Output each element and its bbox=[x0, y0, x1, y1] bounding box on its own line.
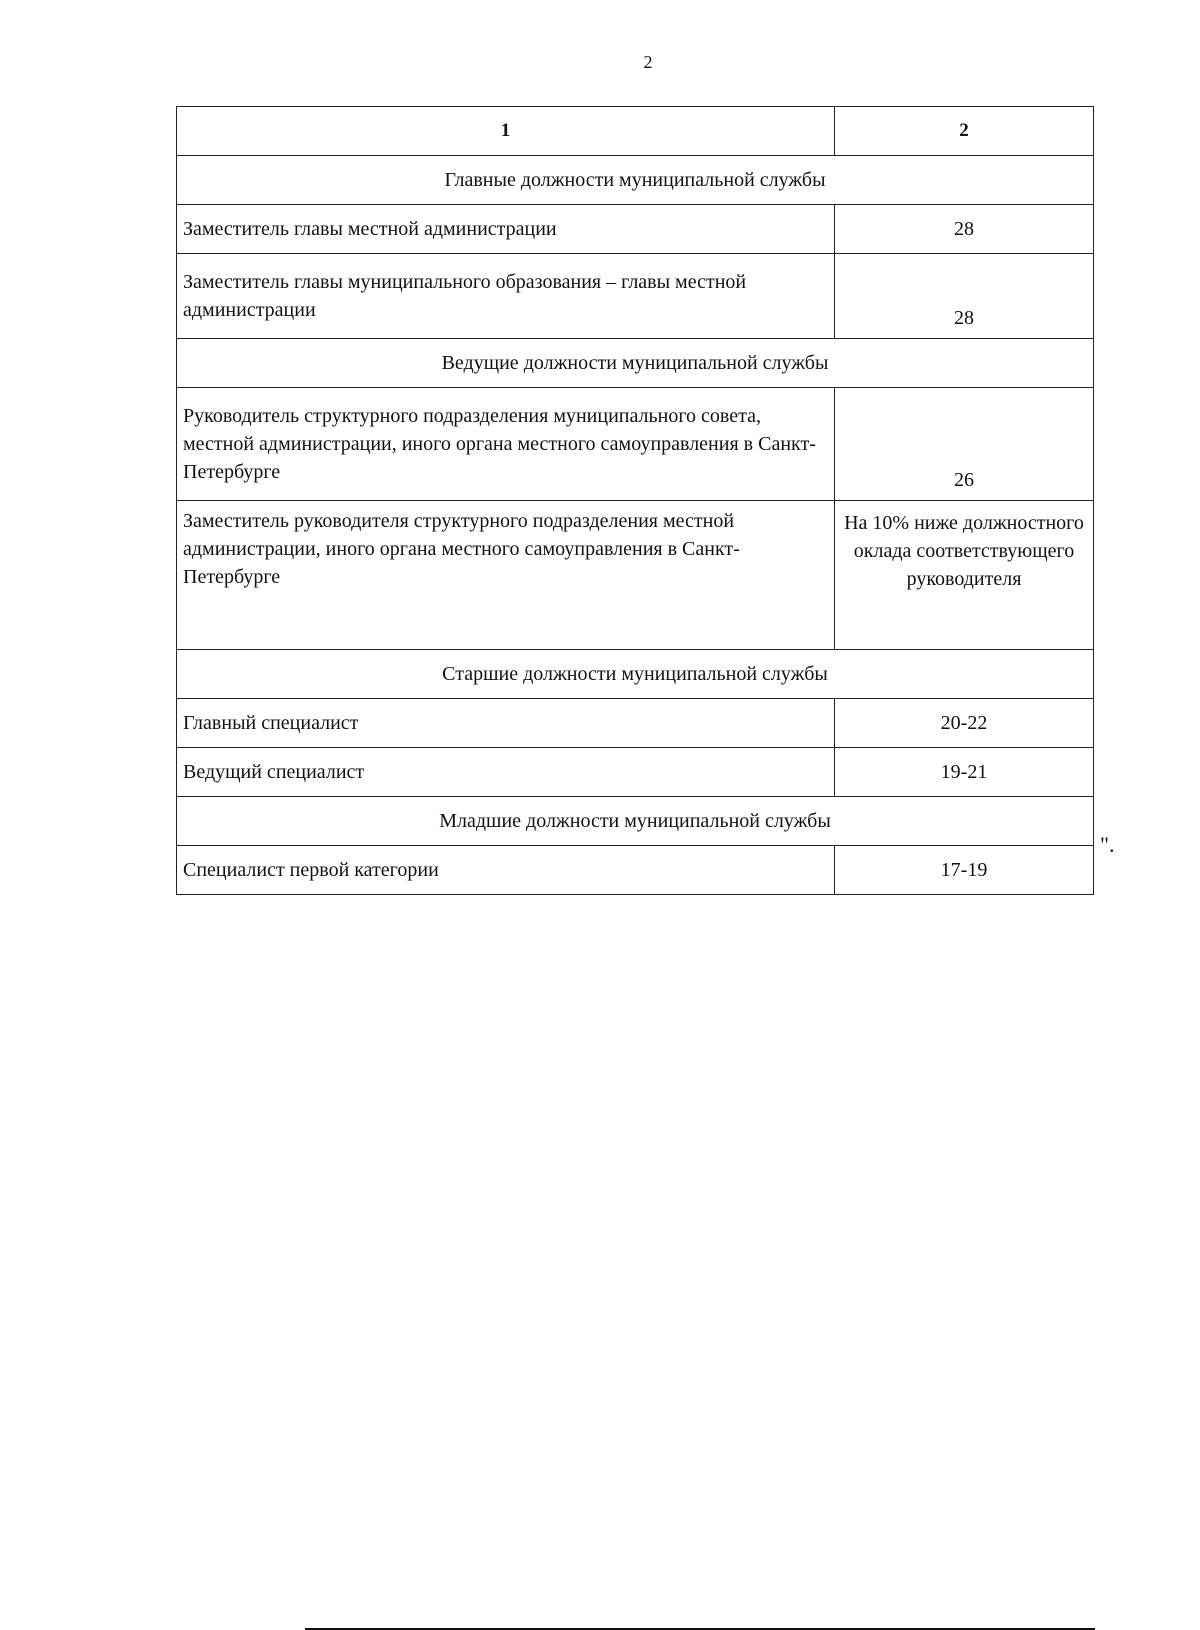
section-row bbox=[177, 156, 1094, 205]
value-cell: 28 bbox=[835, 254, 1094, 339]
table-row bbox=[177, 388, 1094, 501]
page-number: 2 bbox=[643, 52, 653, 72]
value-cell: На 10% ниже должностного оклада соответствующего руководителя bbox=[835, 501, 1094, 650]
table-row bbox=[177, 699, 1094, 748]
position-cell: Заместитель главы местной администрации bbox=[177, 205, 835, 254]
closing-quote: ". bbox=[1100, 832, 1115, 857]
section-title: Ведущие должности муниципальной службы bbox=[177, 339, 1094, 388]
value-cell: 20-22 bbox=[835, 699, 1094, 748]
position-cell: Ведущий специалист bbox=[177, 748, 835, 797]
value-cell: 17-19 bbox=[835, 846, 1094, 895]
section-title: Главные должности муниципальной службы bbox=[177, 156, 1094, 205]
position-cell: Руководитель структурного подразделения муниципального совета, местной администрации, иного органа местного самоуправления в Санкт-Петербурге bbox=[177, 388, 835, 501]
table-row bbox=[177, 846, 1094, 895]
section-row bbox=[177, 650, 1094, 699]
column-header-1: 1 bbox=[177, 107, 835, 156]
section-row bbox=[177, 339, 1094, 388]
table-row bbox=[177, 748, 1094, 797]
section-row bbox=[177, 797, 1094, 846]
value-cell: 26 bbox=[835, 388, 1094, 501]
table-row bbox=[177, 501, 1094, 650]
position-cell: Главный специалист bbox=[177, 699, 835, 748]
value-cell: 28 bbox=[835, 205, 1094, 254]
position-cell: Заместитель руководителя структурного подразделения местной администрации, иного органа местного самоуправления в Санкт-Петербурге bbox=[177, 501, 835, 650]
column-header-2: 2 bbox=[835, 107, 1094, 156]
table-row bbox=[177, 205, 1094, 254]
section-title: Младшие должности муниципальной службы bbox=[177, 797, 1094, 846]
table-row bbox=[177, 254, 1094, 339]
position-cell: Заместитель главы муниципального образования – главы местной администрации bbox=[177, 254, 835, 339]
salary-table bbox=[176, 106, 1094, 895]
section-title: Старшие должности муниципальной службы bbox=[177, 650, 1094, 699]
position-cell: Специалист первой категории bbox=[177, 846, 835, 895]
value-cell: 19-21 bbox=[835, 748, 1094, 797]
table-header-row bbox=[177, 107, 1094, 156]
